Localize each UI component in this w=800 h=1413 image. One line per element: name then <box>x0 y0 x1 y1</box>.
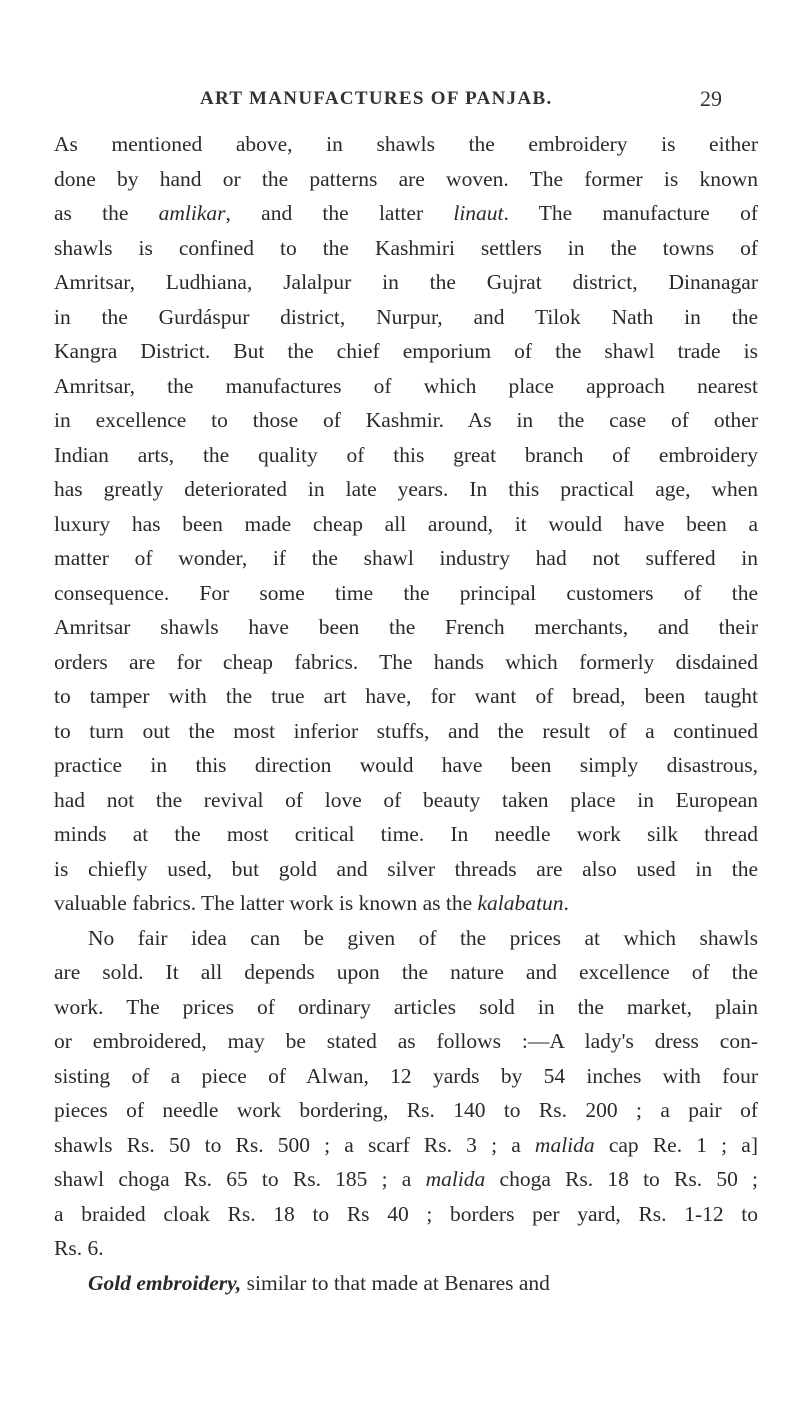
text-line: as the amlikar, and the latter linaut. The manufacture of <box>54 201 758 225</box>
page-number: 29 <box>700 86 722 111</box>
text-line: pieces of needle work bordering, Rs. 140 to Rs. 200 ; a pair of <box>54 1098 758 1122</box>
text-line: work. The prices of ordinary articles sold in the market, plain <box>54 994 758 1019</box>
text-line: No fair idea can be given of the prices at which shawls <box>88 925 758 950</box>
text-line: luxury has been made cheap all around, it would have been a <box>54 511 758 536</box>
paragraph <box>54 1266 758 1301</box>
italic-term: malida <box>534 1132 595 1157</box>
text-line: valuable fabrics. The latter work is known as the kalabatun. <box>54 891 569 915</box>
text-line: Amritsar, Ludhiana, Jalalpur in the Gujrat district, Dinanagar <box>54 270 758 294</box>
text-line: Gold embroidery, similar to that made at Benares and <box>88 1270 550 1295</box>
text-line: consequence. For some time the principal customers of the <box>54 580 758 605</box>
text-line: has greatly deteriorated in late years. In this practical age, when <box>54 477 758 501</box>
text-line: Rs. 6. <box>54 1236 104 1260</box>
text-line: sisting of a piece of Alwan, 12 yards by 54 inches with four <box>54 1063 758 1088</box>
text-line: matter of wonder, if the shawl industry had not suffered in <box>54 546 758 570</box>
text-line: in the Gurdáspur district, Nurpur, and Tilok Nath in the <box>54 304 758 329</box>
text-line: to tamper with the true art have, for want of bread, been taught <box>54 684 758 708</box>
italic-term: amlikar <box>158 201 226 225</box>
text-line: practice in this direction would have been simply disastrous, <box>54 753 758 777</box>
text-line: in excellence to those of Kashmir. As in the case of other <box>54 408 758 432</box>
text-line: Indian arts, the quality of this great branch of embroidery <box>54 442 758 467</box>
paragraph <box>54 127 758 921</box>
text-line: shawls is confined to the Kashmiri settlers in the towns of <box>54 235 758 260</box>
section-lead-in: Gold embroidery, <box>88 1270 242 1295</box>
body-text <box>54 127 758 1300</box>
text-line: As mentioned above, in shawls the embroidery is either <box>54 132 758 156</box>
text-line: Amritsar shawls have been the French merchants, and their <box>54 615 758 639</box>
italic-term: malida <box>425 1167 486 1191</box>
running-title: ART MANUFACTURES OF PANJAB. <box>200 88 553 109</box>
italic-term: linaut <box>453 201 504 225</box>
text-line: shawls Rs. 50 to Rs. 500 ; a scarf Rs. 3 ; a malida cap Re. 1 ; a] <box>54 1132 758 1157</box>
text-line: to turn out the most inferior stuffs, and the result of a continued <box>54 718 758 743</box>
text-line: done by hand or the patterns are woven. The former is known <box>54 166 758 191</box>
italic-term: kalabatun <box>477 891 564 915</box>
text-line: a braided cloak Rs. 18 to Rs 40 ; borders per yard, Rs. 1-12 to <box>54 1201 758 1226</box>
text-line: minds at the most critical time. In needle work silk thread <box>54 822 758 846</box>
text-line: Amritsar, the manufactures of which place approach nearest <box>54 373 758 398</box>
text-line: had not the revival of love of beauty taken place in European <box>54 787 758 812</box>
running-head <box>0 86 800 116</box>
text-line: shawl choga Rs. 65 to Rs. 185 ; a malida choga Rs. 18 to Rs. 50 ; <box>54 1167 758 1191</box>
paragraph <box>54 921 758 1266</box>
text-line: or embroidered, may be stated as follows :—A lady's dress con- <box>54 1029 758 1053</box>
text-line: are sold. It all depends upon the nature and excellence of the <box>54 960 758 984</box>
text-line: orders are for cheap fabrics. The hands which formerly disdained <box>54 649 758 674</box>
text-line: is chiefly used, but gold and silver threads are also used in the <box>54 856 758 881</box>
text-line: Kangra District. But the chief emporium of the shawl trade is <box>54 339 758 363</box>
